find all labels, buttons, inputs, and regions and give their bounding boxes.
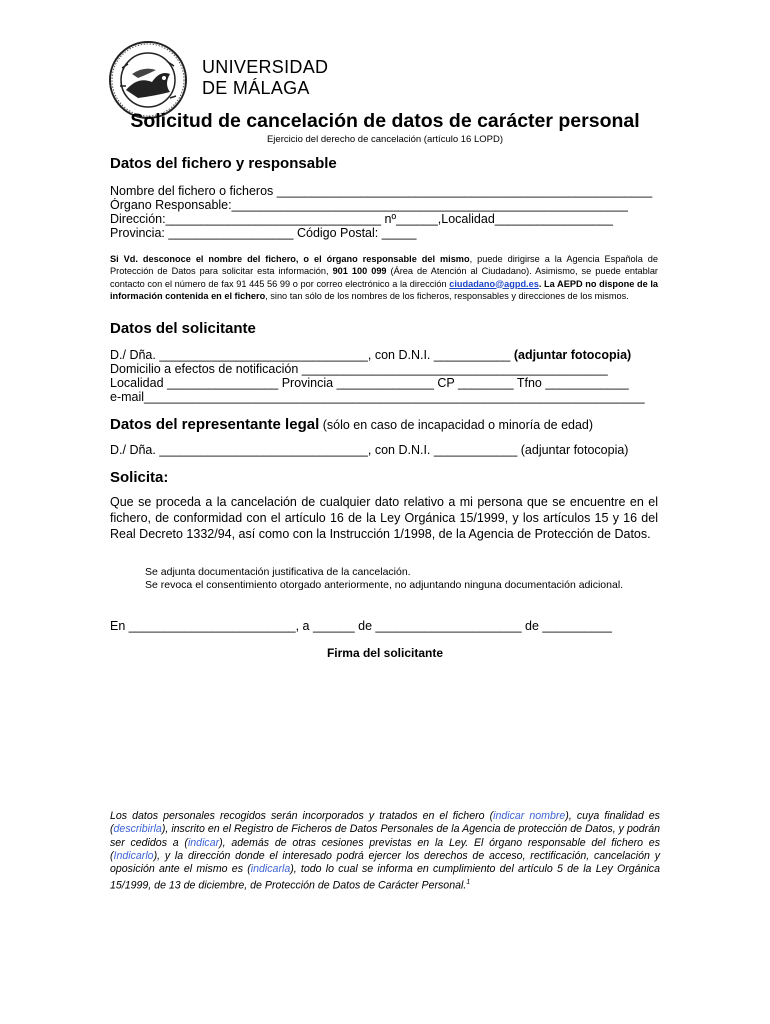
footer-text-4: ), además de otras cesiones previstas en la Ley. El órgano responsable del fichero es ( xyxy=(110,836,660,862)
footnote-mark: 1 xyxy=(466,879,471,887)
footer-placeholder-responsible: Indicarlo xyxy=(113,849,154,862)
attach-copy-label: (adjuntar fotocopia) xyxy=(513,348,632,362)
attached-docs-note: Se adjunta documentación justificativa de la cancelación. xyxy=(145,566,411,578)
footer-text-2: ), cuya finalidad es ( xyxy=(110,810,660,836)
section-legal-rep-heading xyxy=(110,416,593,433)
signature-label: Firma del solicitante xyxy=(326,646,444,660)
university-name xyxy=(202,57,328,99)
notice-text-3: , sino tan sólo de los nombres de los ficheros, responsables y direcciones de los mismos. xyxy=(265,290,629,301)
section-file-heading: Datos del fichero y responsable xyxy=(110,155,337,172)
legal-rep-heading-note: (sólo en caso de incapacidad o minoría de edad) xyxy=(319,418,594,432)
applicant-name-text: D./ Dña. ______________________________, con D.N.I. ___________ xyxy=(110,348,514,362)
place-date-field[interactable]: En ________________________, a ______ de _____________________ de __________ xyxy=(110,619,612,633)
email-field[interactable]: e-mail________________________________________________________________________ xyxy=(110,390,645,404)
footer-text-6: ), todo lo cual se informa en cumplimiento del artículo 5 de la Ley Orgánica 15/1999, de 13 de diciembre, de Protección de Datos de Carácter Personal. xyxy=(110,863,660,893)
address-field[interactable]: Dirección:_______________________________ nº______,Localidad_________________ xyxy=(110,212,613,226)
request-paragraph: Que se proceda a la cancelación de cualquier dato relativo a mi persona que se encuentre en el fichero, de conformidad con el artículo 16 de la Ley Orgánica 15/1999, y los artículos 15 y 16 del Real Decreto 1332/94, así como con la Instrucción 1/1998, de la Agencia de Protección de Datos. xyxy=(110,495,658,541)
page-title: Solicitud de cancelación de datos de carácter personal xyxy=(130,110,640,132)
notice-phone: 901 100 099 xyxy=(332,266,387,277)
consent-revoked-note: Se revoca el consentimiento otorgado anteriormente, no adjuntando ninguna documentación adicional. xyxy=(145,579,624,591)
university-name-line2: DE MÁLAGA xyxy=(202,78,310,98)
footer-placeholder-file-name: indicar nombre xyxy=(493,810,566,822)
notice-email-link[interactable]: ciudadano@agpd.es xyxy=(449,278,539,289)
footer-text-5: ), y la dirección donde el interesado podrá ejercer los derechos de acceso, rectificación, cancelación y oposición ante el mismo es ( xyxy=(110,849,660,876)
locality-province-field[interactable]: Localidad ________________ Provincia ______________ CP ________ Tfno ____________ xyxy=(110,376,629,390)
applicant-name-field[interactable] xyxy=(110,348,658,363)
notification-address-field[interactable]: Domicilio a efectos de notificación ____________________________________________ xyxy=(110,362,608,376)
footer-placeholder-address: indicarla xyxy=(250,863,291,876)
footer-text-1: Los datos personales recogidos serán incorporados y tratados en el fichero ( xyxy=(110,810,494,822)
footer-placeholder-purpose: describirla xyxy=(113,823,162,836)
university-seal-logo xyxy=(108,40,188,120)
section-applicant-heading: Datos del solicitante xyxy=(110,320,256,337)
file-name-field[interactable]: Nombre del fichero o ficheros ______________________________________________________ xyxy=(110,184,653,198)
university-name-line1: UNIVERSIDAD xyxy=(202,57,329,77)
legal-rep-name-field[interactable]: D./ Dña. ______________________________, con D.N.I. ____________ (adjuntar fotocopia) xyxy=(110,443,629,457)
section-request-heading: Solicita: xyxy=(110,469,169,486)
footer-placeholder-recipients: indicar xyxy=(187,836,220,849)
aepd-notice xyxy=(110,253,658,302)
notice-bold-2: . La AEPD no dispone de la información contenida en el fichero xyxy=(110,278,658,301)
province-postal-field[interactable]: Provincia: __________________ Código Postal: _____ xyxy=(110,226,417,240)
privacy-footer xyxy=(110,810,660,893)
responsible-body-field[interactable]: Órgano Responsable:_________________________________________________________ xyxy=(110,198,628,212)
footer-text-3: ), inscrito en el Registro de Ficheros de Datos Personales de la Agencia de protección de Datos, y podrán ser cedidos a ( xyxy=(110,823,660,849)
notice-text-2: (Área de Atención al Ciudadano). Asimismo, se puede entablar contacto con el número de fax 91 445 56 99 o por correo electrónico a la dirección xyxy=(110,266,658,289)
legal-rep-heading-text: Datos del representante legal xyxy=(110,416,320,433)
notice-bold-1: Si Vd. desconoce el nombre del fichero, o el órgano responsable del mismo xyxy=(110,254,470,264)
notice-text-1: , puede dirigirse a la Agencia Española de Protección de Datos para solicitar esta información, xyxy=(110,254,658,277)
page-subtitle: Ejercicio del derecho de cancelación (artículo 16 LOPD) xyxy=(266,134,504,145)
